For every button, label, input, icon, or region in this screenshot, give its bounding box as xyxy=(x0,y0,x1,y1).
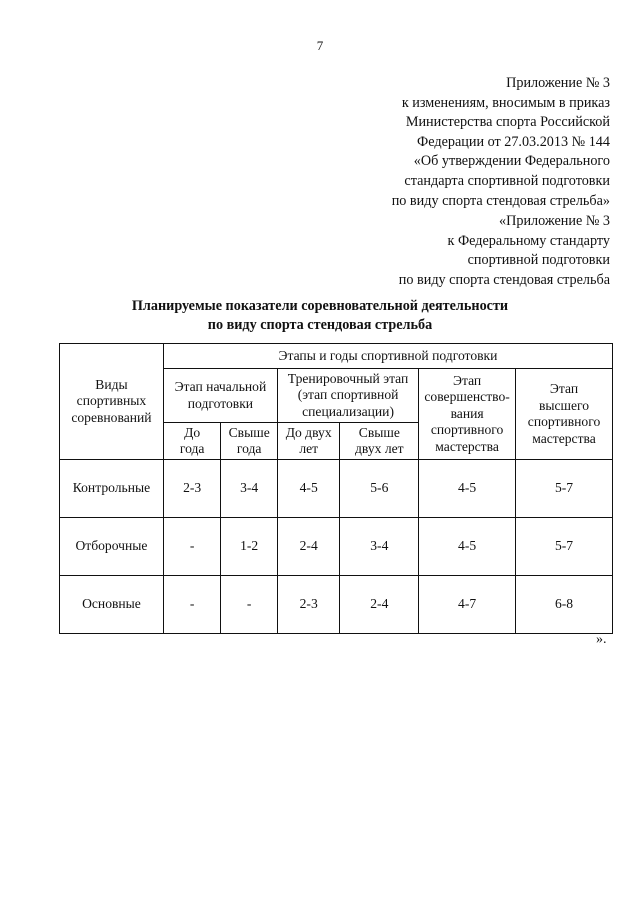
appendix-header-line: «Об утверждении Федерального xyxy=(413,153,610,170)
header-text: совершенство- xyxy=(424,389,510,405)
page-number: 7 xyxy=(316,38,324,53)
table-cell: 2-3 xyxy=(277,576,340,634)
appendix-header-line: Федерации от 27.03.2013 № 144 xyxy=(417,133,610,150)
header-text: Тренировочный этап xyxy=(287,370,409,386)
header-over-two-years xyxy=(340,423,419,460)
header-competition-types xyxy=(60,344,164,460)
header-stages-years: Этапы и годы спортивной подготовки xyxy=(163,344,612,369)
table-cell: 3-4 xyxy=(340,518,419,576)
header-text: спортивных xyxy=(76,393,147,409)
header-initial-stage xyxy=(163,369,277,423)
table-cell: 3-4 xyxy=(221,460,278,518)
table-cell: 5-7 xyxy=(516,518,613,576)
header-text: двух лет xyxy=(355,441,404,456)
table-cell: 4-5 xyxy=(419,518,516,576)
header-text: высшего xyxy=(538,397,590,413)
document-title xyxy=(0,297,640,335)
table-cell: 2-4 xyxy=(277,518,340,576)
title-line-1: Планируемые показатели соревновательной деятельности xyxy=(131,298,509,314)
table-cell: 4-5 xyxy=(277,460,340,518)
appendix-header-block xyxy=(392,74,610,211)
header-text: До двух xyxy=(285,424,332,440)
header-text: соревнований xyxy=(71,409,152,425)
appendix-standard-line: к Федеральному стандарту xyxy=(447,232,610,249)
header-text: Свыше xyxy=(358,424,400,440)
header-text: Этап xyxy=(549,381,579,396)
table-cell: - xyxy=(221,576,278,634)
table-row xyxy=(60,576,613,634)
row-label: Отборочные xyxy=(60,518,164,576)
header-training-stage xyxy=(277,369,418,423)
appendix-header-line: к изменениям, вносимым в приказ xyxy=(401,94,610,111)
header-text: Виды xyxy=(95,376,128,392)
header-up-to-two-years xyxy=(277,423,340,460)
header-text: года xyxy=(236,441,262,456)
appendix-header-line: Министерства спорта Российской xyxy=(405,114,610,131)
appendix-standard-line: «Приложение № 3 xyxy=(499,213,610,229)
header-text: специализации) xyxy=(302,403,394,419)
table-cell: 6-8 xyxy=(516,576,613,634)
header-text: мастерства xyxy=(435,438,499,454)
appendix-header-line: стандарта спортивной подготовки xyxy=(404,172,610,189)
header-text: мастерства xyxy=(532,430,596,446)
header-text: года xyxy=(179,441,205,456)
table-cell: 4-5 xyxy=(419,460,516,518)
table-row xyxy=(60,460,613,518)
table-cell: 5-7 xyxy=(516,460,613,518)
header-text: лет xyxy=(299,441,319,456)
table-cell: 1-2 xyxy=(221,518,278,576)
header-highest-stage xyxy=(516,369,613,460)
table-cell: 2-3 xyxy=(163,460,221,518)
table-cell: - xyxy=(163,576,221,634)
appendix-standard-block xyxy=(399,212,610,290)
title-line-2: по виду спорта стендовая стрельба xyxy=(207,317,433,333)
table-cell: 5-6 xyxy=(340,460,419,518)
header-improvement-stage xyxy=(419,369,516,460)
header-text: Этап начальной xyxy=(174,379,267,394)
appendix-header-line: по виду спорта стендовая стрельба» xyxy=(391,192,610,209)
header-text: спортивного xyxy=(430,422,504,438)
table-cell: 2-4 xyxy=(340,576,419,634)
header-text: (этап спортивной xyxy=(297,387,399,403)
closing-quote: ». xyxy=(596,632,607,647)
header-over-one-year xyxy=(221,423,278,460)
header-text: вания xyxy=(450,405,484,421)
row-label: Основные xyxy=(60,576,164,634)
competition-indicators-table xyxy=(59,343,613,634)
header-text: Свыше xyxy=(228,424,270,440)
table-row xyxy=(60,518,613,576)
appendix-header-line: Приложение № 3 xyxy=(506,75,610,91)
appendix-standard-line: по виду спорта стендовая стрельба xyxy=(398,271,610,288)
appendix-standard-line: спортивной подготовки xyxy=(467,252,610,269)
header-text: До xyxy=(184,424,201,440)
header-text: спортивного xyxy=(527,414,601,429)
table-cell: - xyxy=(163,518,221,576)
header-text: подготовки xyxy=(187,395,254,411)
header-text: Этап xyxy=(452,372,482,388)
header-up-to-one-year xyxy=(163,423,221,460)
table-cell: 4-7 xyxy=(419,576,516,634)
row-label: Контрольные xyxy=(60,460,164,518)
